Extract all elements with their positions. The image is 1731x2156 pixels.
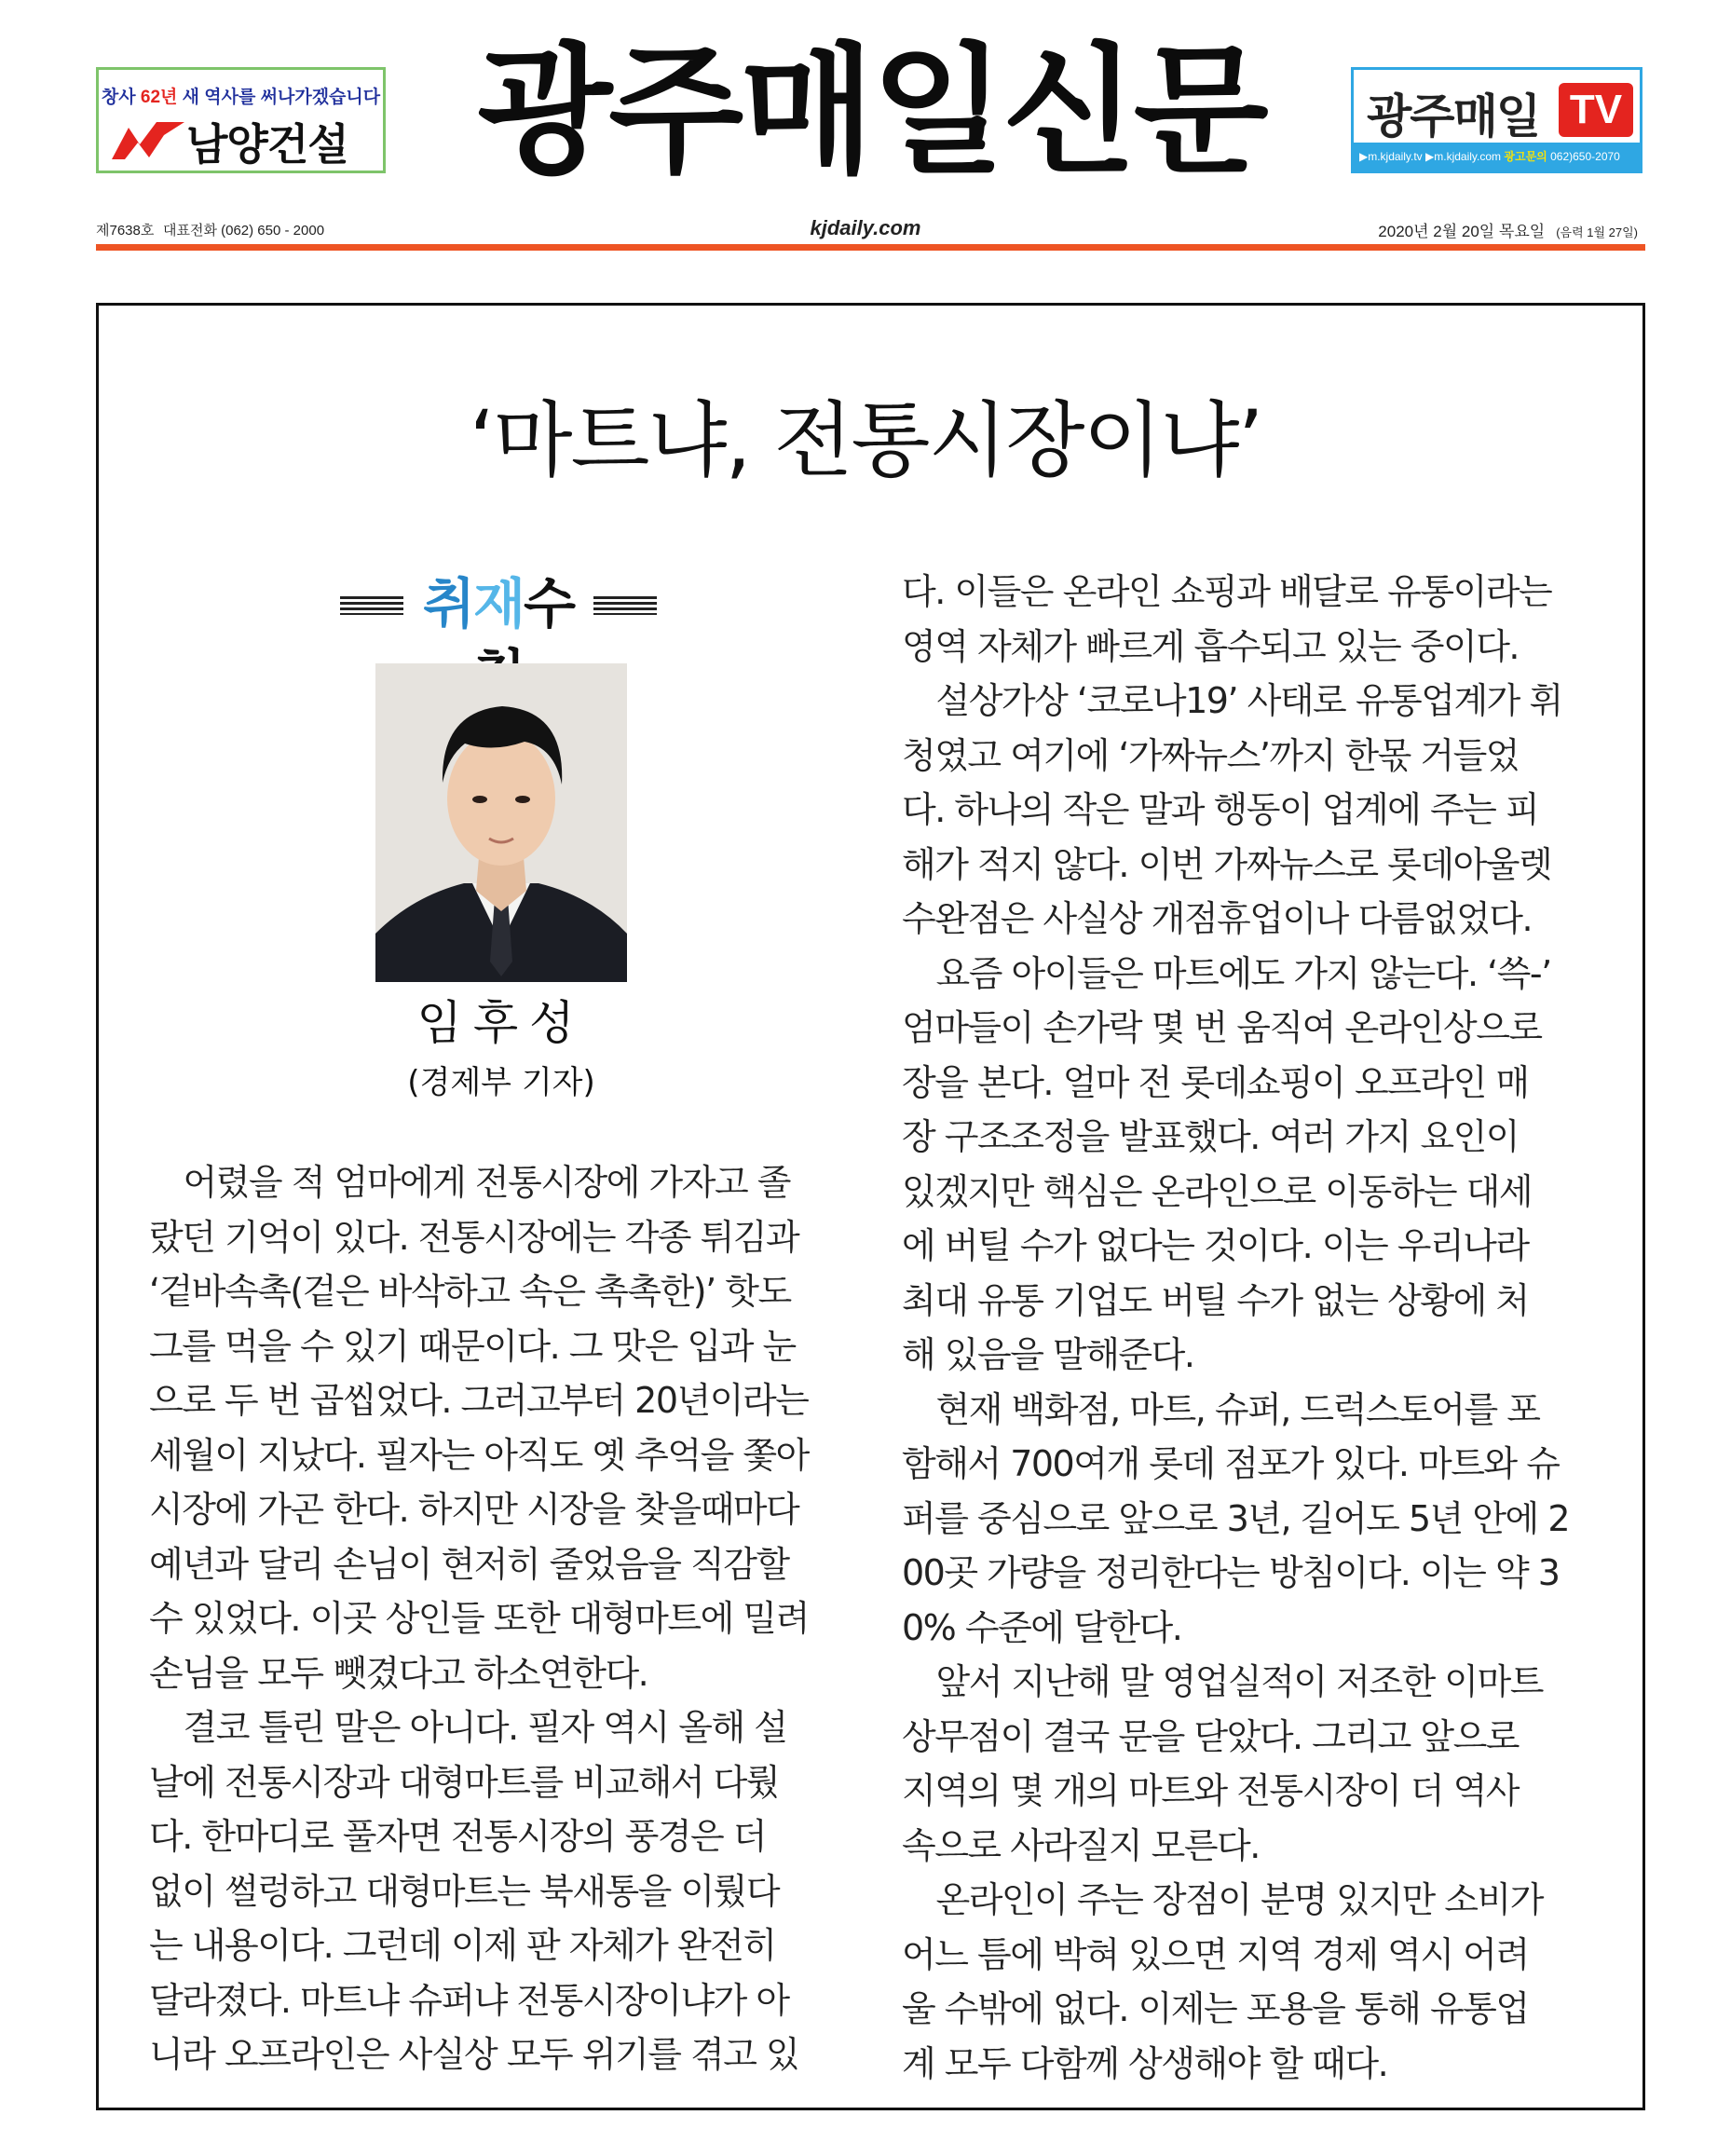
body-line: 해가 적지 않다. 이번 가짜뉴스로 롯데아울렛 [902,843,1552,885]
column-tag [340,568,657,639]
header-rule [96,244,1645,251]
body-line: ‘겉바속촉(겉은 바삭하고 속은 촉촉한)’ 핫도 [149,1271,791,1312]
body-line: 상무점이 결국 문을 닫았다. 그리고 앞으로 [902,1715,1520,1757]
body-line: 0% 수준에 달한다. [902,1606,1182,1648]
tv-ad-contact-number: 062)650-2070 [1550,150,1620,163]
tv-links: ▶m.kjdaily.tv ▶m.kjdaily.com [1359,150,1502,163]
body-line: 수완점은 사실상 개점휴업이나 다름없었다. [902,898,1533,939]
author-photo [375,663,627,982]
body-line: 랐던 기억이 있다. 전통시장에는 각종 튀김과 [149,1216,799,1258]
body-line: 장 구조조정을 발표했다. 여러 가지 요인이 [902,1116,1520,1157]
advertisement-namyang[interactable] [96,67,386,173]
body-line: 00곳 가량을 정리한다는 방침이다. 이는 약 3 [902,1552,1560,1593]
body-line: 있겠지만 핵심은 온라인으로 이동하는 대세 [902,1170,1533,1212]
body-line: 결코 틀린 말은 아니다. 필자 역시 올해 설 [149,1707,787,1748]
author-role: (경제부 기자) [407,1064,595,1101]
body-line: 속으로 사라질지 모른다. [902,1824,1260,1866]
body-line: 퍼를 중심으로 앞으로 3년, 길어도 5년 안에 2 [902,1497,1569,1539]
body-line: 는 내용이다. 그런데 이제 판 자체가 완전히 [149,1925,776,1966]
body-line: 온라인이 주는 장점이 분명 있지만 소비가 [902,1879,1543,1920]
body-line: 현재 백화점, 마트, 슈퍼, 드럭스토어를 포 [902,1388,1540,1430]
article-body-right [902,565,1596,2091]
body-line: 울 수밖에 없다. 이제는 포용을 통해 유통업 [902,1988,1529,2029]
body-line: 다. 이들은 온라인 쇼핑과 배달로 유통이라는 [902,571,1552,612]
newspaper-title[interactable]: 광주매일신문 [477,31,1265,193]
body-line: 지역의 몇 개의 마트와 전통시장이 더 역사 [902,1770,1520,1811]
author-name: 임후성 [416,996,586,1050]
body-line: 니라 오프라인은 사실상 모두 위기를 겪고 있 [149,2034,799,2075]
body-line: 영역 자체가 빠르게 흡수되고 있는 중이다. [902,625,1520,667]
body-line: 어렸을 적 엄마에게 전통시장에 가자고 졸 [149,1162,790,1203]
body-line: 날에 전통시장과 대형마트를 비교해서 다뤘 [149,1761,780,1803]
body-line: 에 버틸 수가 없다는 것이다. 이는 우리나라 [902,1225,1529,1266]
body-line: 최대 유통 기업도 버틸 수가 없는 상황에 처 [902,1279,1529,1321]
body-line: 요즘 아이들은 마트에도 가지 않는다. ‘쓱-’ [902,952,1551,994]
advertisement-tv[interactable] [1351,67,1642,173]
article-body-left [149,1155,843,2082]
body-line: 엄마들이 손가락 몇 번 움직여 온라인상으로 [902,1007,1542,1048]
body-line: 다. 한마디로 풀자면 전통시장의 풍경은 더 [149,1816,767,1857]
tv-badge: TV [1559,83,1633,137]
namyang-logo-icon [108,116,188,165]
body-line: 다. 하나의 작은 말과 행동이 업계에 주는 피 [902,789,1539,830]
body-line: 없이 썰렁하고 대형마트는 북새통을 이뤘다 [149,1870,780,1912]
body-line: 예년과 달리 손님이 현저히 줄었음을 직감할 [149,1543,789,1585]
body-line: 수 있었다. 이곳 상인들 또한 대형마트에 밀려 [149,1598,809,1639]
ad-brand-name: 남양건설 [186,120,348,169]
body-line: 청였고 여기에 ‘가짜뉴스’까지 한몫 거들었 [902,734,1520,776]
body-line: 어느 틈에 박혀 있으면 지역 경제 역시 어려 [902,1933,1529,1975]
body-line: 계 모두 다함께 상생해야 할 때다. [902,2042,1388,2084]
body-line: 해 있음을 말해준다. [902,1334,1194,1375]
body-line: 손님을 모두 뺏겼다고 하소연한다. [149,1652,648,1694]
body-line: 그를 먹을 수 있기 때문이다. 그 맛은 입과 눈 [149,1325,796,1367]
tv-brand-name: 광주매일 [1367,90,1540,143]
ad-slogan: 창사 62년 새 역사를 써나가겠습니다 [101,88,381,107]
tag-left-lines [340,596,403,615]
tv-ad-contact-label: 광고문의 [1504,150,1547,163]
body-line: 시장에 가곤 한다. 하지만 시장을 찾을때마다 [149,1489,799,1530]
body-line: 으로 두 번 곱씹었다. 그러고부터 20년이라는 [149,1380,809,1421]
body-line: 함해서 700여개 롯데 점포가 있다. 마트와 슈 [902,1443,1560,1484]
article-headline: ‘마트냐, 전통시장이냐’ [469,392,1262,488]
body-line: 앞서 지난해 말 영업실적이 저조한 이마트 [902,1661,1543,1702]
body-line: 설상가상 ‘코로나19’ 사태로 유통업계가 휘 [902,680,1562,721]
tag-right-lines [593,596,657,615]
main-phone: 대표전화 (062) 650 - 2000 [163,223,325,239]
body-line: 세월이 지났다. 필자는 아직도 옛 추억을 쫓아 [149,1434,809,1476]
tv-link-bar [1354,143,1640,171]
publication-date: 2020년 2월 20일 목요일 (음력 1월 27일) [1378,223,1638,240]
body-line: 장을 본다. 얼마 전 롯데쇼핑이 오프라인 매 [902,1061,1529,1103]
ad-slogan-highlight: 62년 [140,88,178,107]
lunar-date: (음력 1월 27일) [1556,225,1638,239]
site-url[interactable]: kjdaily.com [810,216,921,239]
issue-number: 제7638호 [96,223,155,239]
column-tag-label: 취재수 [422,572,575,635]
body-line: 달라졌다. 마트냐 슈퍼냐 전통시장이냐가 아 [149,1979,789,2021]
